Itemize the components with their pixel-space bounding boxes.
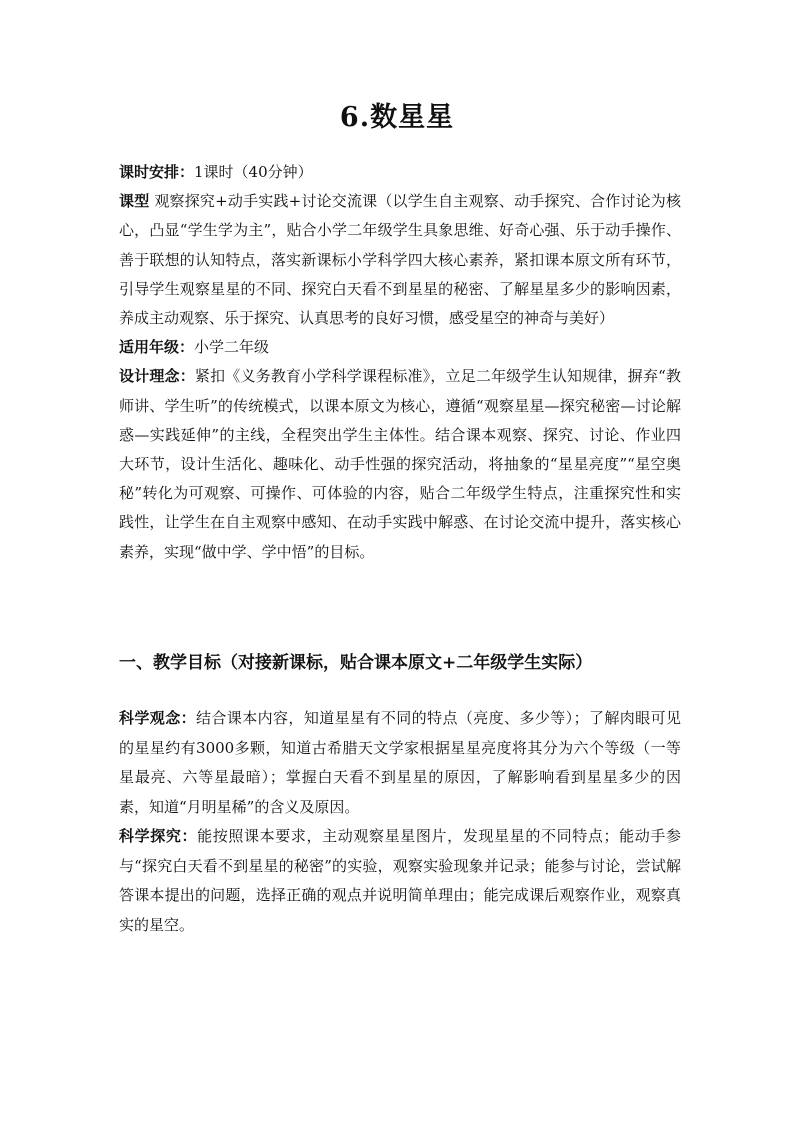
goal-science-inquiry (119, 822, 681, 940)
lesson-type-text: 观察探究+动手实践+讨论交流课（以学生自主观察、动手探究、合作讨论为核心，凸显“学生学为主”，贴合小学二年级学生具象思维、好奇心强、乐于动手操作、善于联想的认知特点，落实新课标小学科学四大核心素养，紧扣课本原文所有环节，引导学生观察星星的不同、探究白天看不到星星的秘密、了解星星多少的影响因素，养成主动观察、乐于探究、认真思考的良好习惯，感受星空的神奇与美好） (119, 192, 681, 328)
lesson-type (119, 187, 681, 333)
goal-science-concept-text: 结合课本内容，知道星星有不同的特点（亮度、多少等）；了解肉眼可见的星星约有3000多颗，知道古希腊天文学家根据星星亮度将其分为六个等级（一等星最亮、六等星最暗）；掌握白天看不到星星的原因，了解影响看到星星多少的因素，知道“月明星稀”的含义及原因。 (119, 709, 681, 816)
design-concept-label: 设计理念： (119, 367, 195, 386)
goals-content (119, 704, 681, 940)
goal-science-inquiry-label: 科学探究： (119, 827, 198, 845)
design-concept-text: 紧扣《义务教育小学科学课程标准》，立足二年级学生认知规律，摒弃“教师讲、学生听”的传统模式，以课本原文为核心，遵循“观察星星—探究秘密—讨论解惑—实践延伸”的主线，全程突出学生主体性。结合课本观察、探究、讨论、作业四大环节，设计生活化、趣味化、动手性强的探究活动，将抽象的“星星亮度”“星空奥秘”转化为可观察、可操作、可体验的内容，贴合二年级学生特点，注重探究性和实践性，让学生在自主观察中感知、在动手实践中解惑、在讨论交流中提升，落实核心素养，实现“做中学、学中悟”的目标。 (119, 367, 681, 561)
section-heading-goals: 一、教学目标（对接新课标，贴合课本原文+二年级学生实际） (119, 653, 593, 673)
lesson-grade (119, 333, 681, 362)
lesson-type-label: 课型 (119, 192, 150, 211)
lesson-grade-label: 适用年级： (119, 338, 195, 357)
goal-science-concept (119, 704, 681, 822)
design-concept (119, 362, 681, 566)
goal-science-inquiry-text: 能按照课本要求，主动观察星星图片，发现星星的不同特点；能动手参与“探究白天看不到星星的秘密”的实验，观察实验现象并记录；能参与讨论，尝试解答课本提出的问题，选择正确的观点并说明简单理由；能完成课后观察作业，观察真实的星空。 (119, 827, 681, 934)
lesson-duration-text: 1课时（40分钟） (194, 163, 313, 181)
lesson-duration (119, 158, 681, 187)
goal-science-concept-label: 科学观念： (119, 709, 197, 727)
lesson-grade-text: 小学二年级 (194, 338, 270, 357)
lesson-duration-label: 课时安排： (119, 163, 195, 181)
document-title: 6.数星星 (339, 102, 455, 133)
lesson-info (119, 158, 681, 567)
